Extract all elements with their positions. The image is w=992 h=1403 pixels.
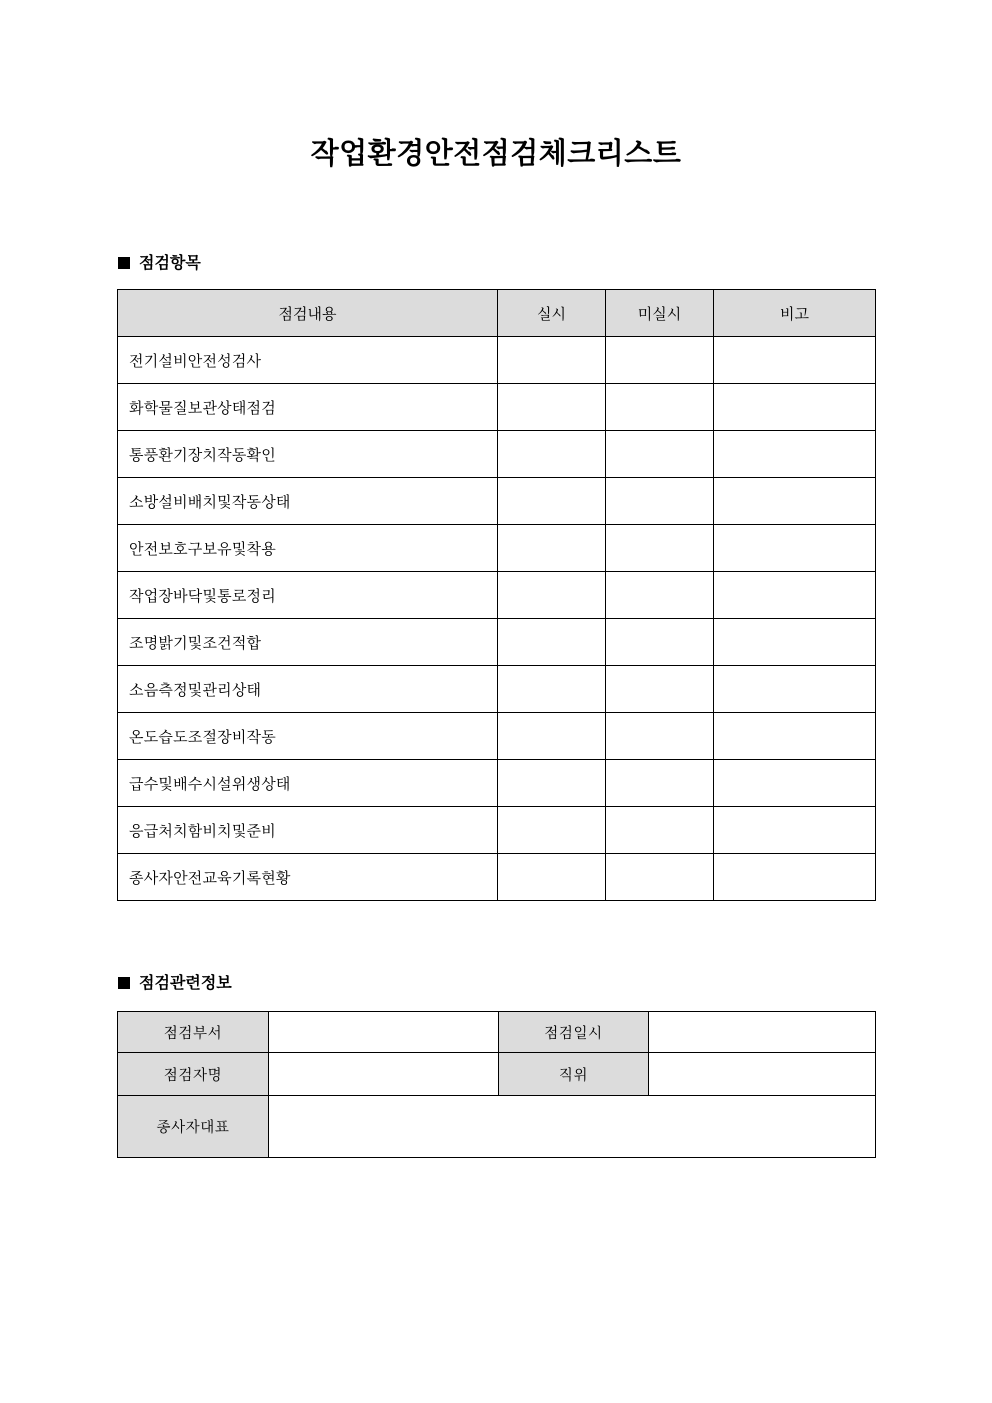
checklist-table-header [118,290,876,337]
checklist-item-label: 전기설비안전성검사 [118,337,498,384]
remark-cell[interactable] [714,760,876,807]
table-row [118,713,876,760]
checklist-item-label: 응급처치함비치및준비 [118,807,498,854]
checklist-item-label: 종사자안전교육기록현황 [118,854,498,901]
label-department: 점검부서 [118,1012,269,1053]
checkbox-cell-done[interactable] [498,384,606,431]
table-row [118,807,876,854]
field-inspector[interactable] [269,1053,499,1096]
checklist-item-label: 급수및배수시설위생상태 [118,760,498,807]
checkbox-cell-done[interactable] [498,619,606,666]
checkbox-cell-not-done[interactable] [606,760,714,807]
checklist-item-label: 화학물질보관상태점검 [118,384,498,431]
checkbox-cell-done[interactable] [498,337,606,384]
checkbox-cell-done[interactable] [498,478,606,525]
table-row [118,478,876,525]
checklist-item-label: 조명밝기및조건적합 [118,619,498,666]
checkbox-cell-done[interactable] [498,713,606,760]
checklist-item-label: 소음측정및관리상태 [118,666,498,713]
remark-cell[interactable] [714,619,876,666]
remark-cell[interactable] [714,854,876,901]
checkbox-cell-done[interactable] [498,431,606,478]
remark-cell[interactable] [714,666,876,713]
checkbox-cell-done[interactable] [498,666,606,713]
checklist-table-body [118,337,876,901]
checklist-item-label: 온도습도조절장비작동 [118,713,498,760]
table-header-row [118,290,876,337]
info-row-inspector [118,1053,876,1096]
remark-cell[interactable] [714,384,876,431]
checkbox-cell-done[interactable] [498,572,606,619]
remark-cell[interactable] [714,807,876,854]
checkbox-cell-not-done[interactable] [606,478,714,525]
column-header-remark: 비고 [714,290,876,337]
checklist-item-label: 작업장바닥및통로정리 [118,572,498,619]
label-datetime: 점검일시 [499,1012,649,1053]
checkbox-cell-not-done[interactable] [606,666,714,713]
filled-square-bullet-icon [118,257,130,269]
column-header-not-done: 미실시 [606,290,714,337]
checkbox-cell-not-done[interactable] [606,525,714,572]
checkbox-cell-done[interactable] [498,807,606,854]
remark-cell[interactable] [714,525,876,572]
table-row [118,431,876,478]
label-position: 직위 [499,1053,649,1096]
table-row [118,666,876,713]
inspection-info-table [117,1011,876,1158]
checkbox-cell-not-done[interactable] [606,337,714,384]
checklist-item-label: 소방설비배치및작동상태 [118,478,498,525]
table-row [118,572,876,619]
field-datetime[interactable] [649,1012,876,1053]
remark-cell[interactable] [714,572,876,619]
checkbox-cell-not-done[interactable] [606,572,714,619]
field-position[interactable] [649,1053,876,1096]
table-row [118,525,876,572]
checklist-item-label: 통풍환기장치작동확인 [118,431,498,478]
checkbox-cell-not-done[interactable] [606,713,714,760]
table-row [118,384,876,431]
label-worker-representative: 종사자대표 [118,1096,269,1158]
field-worker-representative[interactable] [269,1096,876,1158]
remark-cell[interactable] [714,431,876,478]
info-row-worker-representative [118,1096,876,1158]
checkbox-cell-done[interactable] [498,854,606,901]
remark-cell[interactable] [714,337,876,384]
table-row [118,760,876,807]
table-row [118,337,876,384]
checkbox-cell-not-done[interactable] [606,807,714,854]
section-heading-checklist [118,252,201,274]
checkbox-cell-done[interactable] [498,525,606,572]
field-department[interactable] [269,1012,499,1053]
checklist-item-label: 안전보호구보유및착용 [118,525,498,572]
checkbox-cell-not-done[interactable] [606,384,714,431]
section-heading-info-label: 점검관련정보 [139,973,232,992]
checkbox-cell-not-done[interactable] [606,619,714,666]
checklist-table [117,289,876,901]
section-heading-checklist-label: 점검항목 [139,253,201,272]
table-row [118,619,876,666]
remark-cell[interactable] [714,478,876,525]
checkbox-cell-not-done[interactable] [606,854,714,901]
checkbox-cell-done[interactable] [498,760,606,807]
column-header-done: 실시 [498,290,606,337]
column-header-content: 점검내용 [118,290,498,337]
section-heading-info [118,972,232,994]
table-row [118,854,876,901]
filled-square-bullet-icon [118,977,130,989]
checkbox-cell-not-done[interactable] [606,431,714,478]
remark-cell[interactable] [714,713,876,760]
page-title: 작업환경안전점검체크리스트 [310,136,682,170]
info-row-department [118,1012,876,1053]
label-inspector: 점검자명 [118,1053,269,1096]
